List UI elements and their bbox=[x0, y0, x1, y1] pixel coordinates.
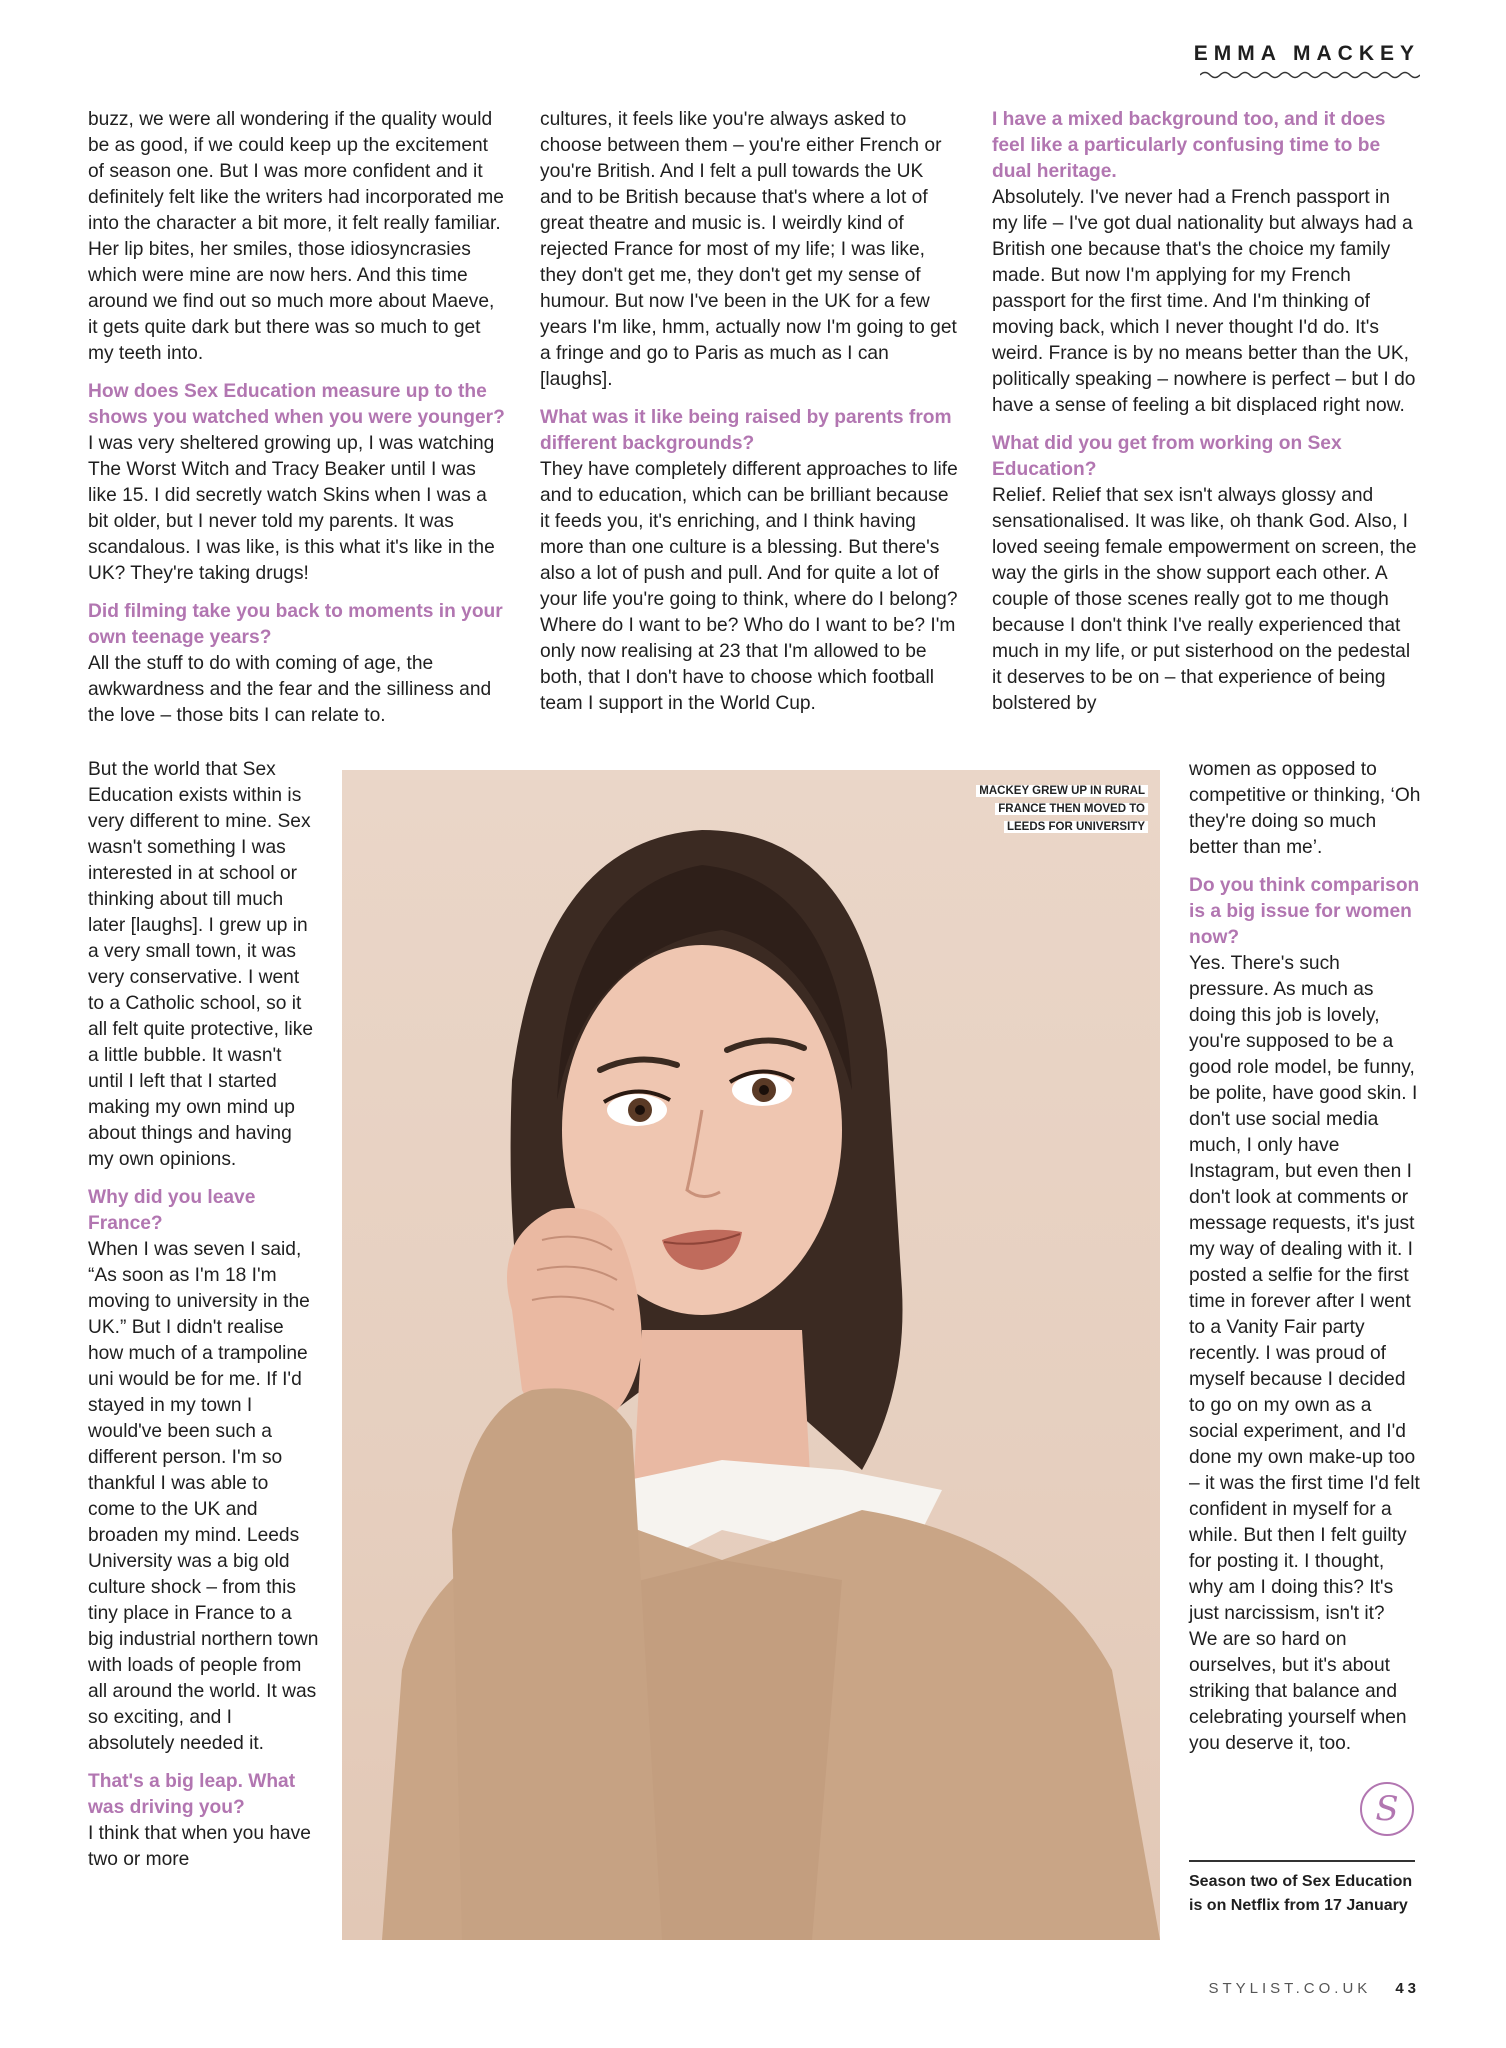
caption-line: LEEDS FOR UNIVERSITY bbox=[1004, 821, 1148, 833]
interview-answer: Relief. Relief that sex isn't always glossy and sensationalised. It was like, oh thank God. Also, I loved seeing female empowerment on screen, the way the girls in the show support each other. A couple of those scenes really got to me though because I don't think I've really experienced that much in my life, or put sisterhood on the pedestal it deserves to be on – that experience of being bolstered by bbox=[992, 485, 1417, 714]
squiggle-divider bbox=[1200, 70, 1420, 80]
interview-question: Why did you leave France? bbox=[88, 1187, 256, 1234]
interview-answer: When I was seven I said, “As soon as I'm 18 I'm moving to university in the UK.” But I didn't realise how much of a trampoline uni would be for me. If I'd stayed in my town I would've been such a different person. I'm so thankful I was able to come to the UK and broaden my mind. Leeds University was a big old culture shock – from this tiny place in France to a big industrial northern town with loads of people from all around the world. It was so exciting, and I absolutely needed it. bbox=[88, 1239, 319, 1754]
column-1-bottom bbox=[88, 757, 320, 1873]
interview-question: Did filming take you back to moments in your own teenage years? bbox=[88, 601, 503, 648]
page-number: 43 bbox=[1395, 1980, 1420, 1997]
interview-question: What was it like being raised by parents from different backgrounds? bbox=[540, 407, 952, 454]
interview-question: What did you get from working on Sex Education? bbox=[992, 433, 1342, 480]
column-3-top bbox=[992, 107, 1420, 717]
column-2 bbox=[540, 107, 960, 717]
interview-question: I have a mixed background too, and it does feel like a particularly confusing time to be dual heritage. bbox=[992, 109, 1386, 182]
interview-answer: buzz, we were all wondering if the quality would be as good, if we could keep up the excitement of season one. But I was more confident and it definitely felt like the writers had incorporated me into the character a bit more, it felt really familiar. Her lip bites, her smiles, those idiosyncrasies which were mine are now hers. And this time around we find out so much more about Maeve, it gets quite dark but there was so much to get my teeth into. bbox=[88, 109, 504, 364]
portrait-photo bbox=[342, 770, 1160, 1940]
interview-answer: I think that when you have two or more bbox=[88, 1823, 311, 1870]
caption-line: FRANCE THEN MOVED TO bbox=[995, 803, 1148, 815]
photo-caption bbox=[976, 782, 1148, 836]
interview-answer: All the stuff to do with coming of age, the awkwardness and the fear and the silliness and the love – those bits I can relate to. bbox=[88, 653, 492, 726]
stylist-end-mark: S bbox=[1360, 1782, 1414, 1836]
page-footer bbox=[1208, 1980, 1420, 1997]
interview-answer: women as opposed to competitive or thinking, ‘Oh they're doing so much better than me’. bbox=[1189, 759, 1421, 858]
caption-line: MACKEY GREW UP IN RURAL bbox=[976, 785, 1148, 797]
interview-answer: Absolutely. I've never had a French passport in my life – I've got dual nationality but always had a British one because that's the choice my family made. But now I'm applying for my French passport for the first time. And I'm thinking of moving back, which I never thought I'd do. It's weird. France is by no means better than the UK, politically speaking – nowhere is perfect – but I do have a sense of feeling a bit displaced right now. bbox=[992, 187, 1416, 416]
interview-answer: We are so hard on ourselves, but it's about striking that balance and celebrating yourself when you deserve it, too. bbox=[1189, 1629, 1407, 1754]
divider-line bbox=[1189, 1860, 1415, 1862]
interview-answer: I was very sheltered growing up, I was watching The Worst Witch and Tracy Beaker until I was like 15. I did secretly watch Skins when I was a bit older, but I never told my parents. It was scandalous. I was like, is this what it's like in the UK? They're taking drugs! bbox=[88, 433, 495, 584]
interview-question: How does Sex Education measure up to the shows you watched when you were younger? bbox=[88, 381, 505, 428]
portrait-illustration bbox=[342, 770, 1160, 1940]
interview-answer: But the world that Sex Education exists within is very different to mine. Sex wasn't something I was interested in at school or thinking about till much later [laughs]. I grew up in a very small town, it was very conservative. I went to a Catholic school, so it all felt quite protective, like a little bubble. It wasn't until I left that I started making my own mind up about things and having my own opinions. bbox=[88, 759, 314, 1170]
interview-answer: cultures, it feels like you're always asked to choose between them – you're either French or you're British. And I felt a pull towards the UK and to be British because that's where a lot of great theatre and music is. I weirdly kind of rejected France for most of my life; I was like, they don't get me, they don't get my sense of humour. But now I've been in the UK for a few years I'm like, hmm, actually now I'm going to get a fringe and go to Paris as much as I can [laughs]. bbox=[540, 109, 957, 390]
column-1-top bbox=[88, 107, 508, 729]
interview-question: Do you think comparison is a big issue for women now? bbox=[1189, 875, 1420, 948]
endnote: Season two of Sex Education is on Netflix from 17 January bbox=[1189, 1873, 1413, 1914]
article-header-name: EMMA MACKEY bbox=[1193, 42, 1420, 65]
footer-site[interactable]: STYLIST.CO.UK bbox=[1208, 1980, 1372, 1997]
interview-question: That's a big leap. What was driving you? bbox=[88, 1771, 296, 1818]
column-3-bottom bbox=[1189, 757, 1421, 1757]
interview-answer: They have completely different approaches to life and to education, which can be brilliant because it feeds you, it's enriching, and I think having more than one culture is a blessing. But there's also a lot of push and pull. And for quite a lot of your life you're going to think, where do I belong? Where do I want to be? Who do I want to be? I'm only now realising at 23 that I'm allowed to be both, that I don't have to choose which football team I support in the World Cup. bbox=[540, 459, 958, 714]
interview-answer: Yes. There's such pressure. As much as doing this job is lovely, you're supposed to be a good role model, be funny, be polite, have good skin. I don't use social media much, I only have Instagram, but even then I don't look at comments or message requests, it's just my way of dealing with it. I posted a selfie for the first time in forever after I went to a Vanity Fair party recently. I was proud of myself because I decided to go on my own as a social experiment, and I'd done my own make-up too – it was the first time I'd felt confident in myself for a while. But then I felt guilty for posting it. I thought, why am I doing this? It's just narcissism, isn't it? bbox=[1189, 953, 1420, 1624]
